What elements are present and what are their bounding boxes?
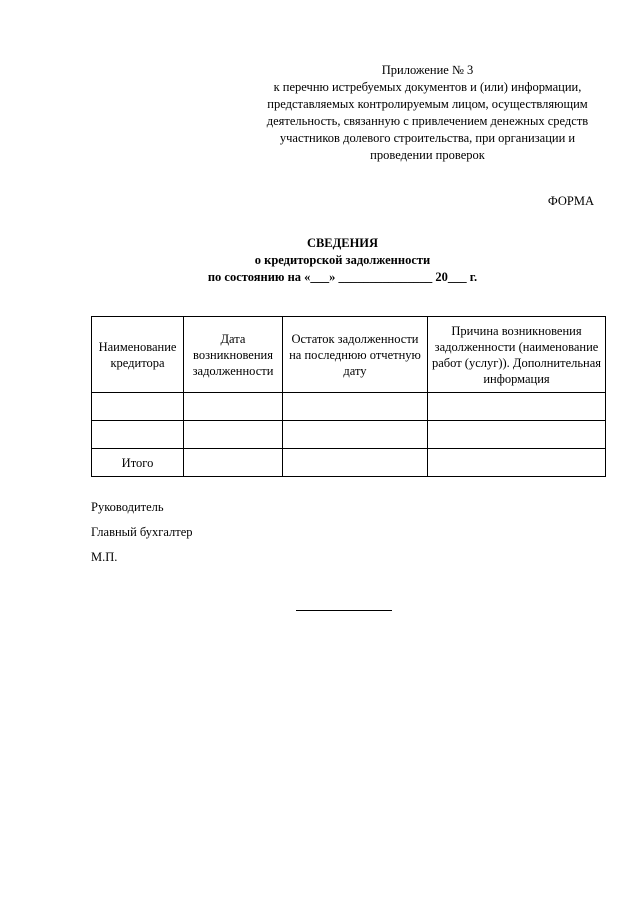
table-row [92,421,606,449]
table-row [92,393,606,421]
appendix-line: проведении проверок [370,148,485,162]
table-total-row [92,449,606,477]
creditors-table [91,316,606,477]
table-cell [428,393,606,421]
title-date-line: по состоянию на «___» _______________ 20___ г. [207,270,478,284]
seal-placeholder: М.П. [91,550,118,564]
document-title [145,235,540,286]
table-cell [184,421,283,449]
appendix-line: деятельность, связанную с привлечением денежных средств [266,114,589,128]
table-cell [92,393,184,421]
appendix-line: к перечню истребуемых документов и (или) информации, [273,80,582,94]
signature-chief-accountant: Главный бухгалтер [91,525,193,539]
appendix-line: участников долевого строительства, при организации и [279,131,576,145]
table-cell [184,449,283,477]
header-debt-date: Дата возникновения задолженности [184,317,283,393]
signature-head: Руководитель [91,500,164,514]
form-label: ФОРМА [547,194,594,208]
title-main: СВЕДЕНИЯ [306,236,379,250]
total-label: Итого [92,449,184,477]
header-creditor-name: Наименование кредитора [92,317,184,393]
table-cell [428,421,606,449]
appendix-line: представляемых контролируемым лицом, осуществляющим [267,97,588,111]
table-cell [283,449,428,477]
appendix-header [255,62,600,164]
table-cell [428,449,606,477]
closing-divider [296,610,392,611]
table-header-row [92,317,606,393]
table-cell [283,421,428,449]
table-cell [283,393,428,421]
table-cell [184,393,283,421]
header-debt-reason: Причина возникновения задолженности (наименование работ (услуг)). Дополнительная информация [428,317,606,393]
title-subject: о кредиторской задолженности [254,253,431,267]
appendix-line: Приложение № 3 [381,63,474,77]
header-debt-balance: Остаток задолженности на последнюю отчетную дату [283,317,428,393]
table-cell [92,421,184,449]
